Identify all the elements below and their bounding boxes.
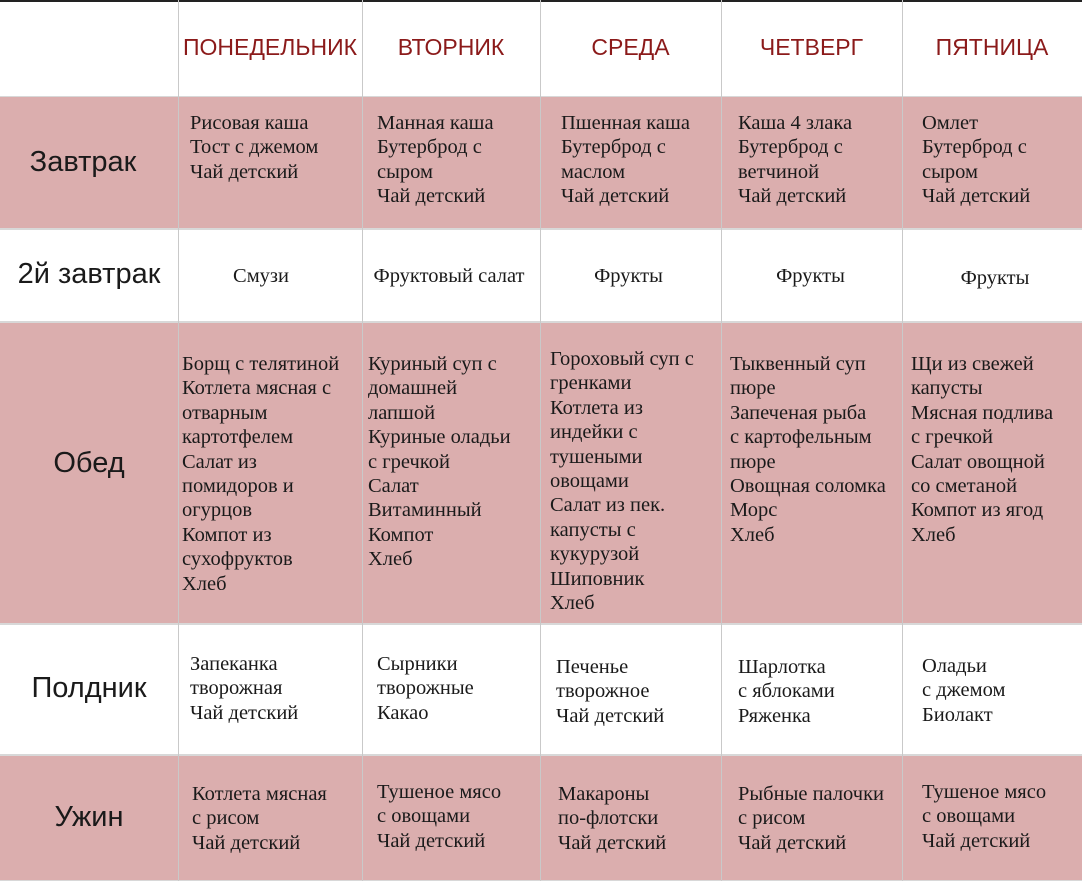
snack-wednesday: Печенье творожное Чай детский	[556, 656, 665, 727]
breakfast-wednesday: Пшенная каша Бутерброд с маслом Чай детский	[561, 112, 690, 208]
breakfast-tuesday: Манная каша Бутерброд с сыром Чай детский	[377, 112, 494, 208]
second-breakfast-tuesday: Фруктовый салат	[373, 265, 525, 287]
snack-monday: Запеканка творожная Чай детский	[190, 653, 299, 724]
day-header-wednesday: СРЕДА	[591, 34, 670, 60]
second-breakfast-friday: Фрукты	[960, 267, 1030, 289]
meal-label-dinner: Ужин	[54, 801, 124, 833]
dinner-monday: Котлета мясная с рисом Чай детский	[192, 783, 327, 854]
lunch-wednesday: Гороховый суп с гренками Котлета из индейки с тушеными овощами Салат из пек. капусты с кукурузой Шиповник Хлеб	[550, 348, 694, 615]
dinner-tuesday: Тушеное мясо с овощами Чай детский	[377, 781, 502, 852]
second-breakfast-monday: Смузи	[233, 265, 289, 287]
dinner-wednesday: Макароны по-флотски Чай детский	[558, 783, 667, 854]
meal-label-lunch: Обед	[53, 447, 125, 479]
snack-friday: Оладьи с джемом Биолакт	[922, 655, 1006, 726]
column-divider	[721, 0, 722, 881]
day-header-monday: ПОНЕДЕЛЬНИК	[182, 34, 358, 60]
column-divider	[178, 0, 179, 881]
lunch-thursday: Тыквенный суп пюре Запеченая рыба с картофельным пюре Овощная соломка Морс Хлеб	[730, 353, 886, 546]
column-divider	[902, 0, 903, 881]
day-header-thursday: ЧЕТВЕРГ	[759, 34, 864, 60]
lunch-monday: Борщ с телятиной Котлета мясная с отварным картотфелем Салат из помидоров и огурцов Компот из сухофруктов Хлеб	[182, 353, 340, 595]
second-breakfast-thursday: Фрукты	[776, 265, 845, 287]
breakfast-thursday: Каша 4 злака Бутерброд с ветчиной Чай детский	[738, 112, 853, 208]
snack-tuesday: Сырники творожные Какао	[377, 653, 474, 724]
dinner-thursday: Рыбные палочки с рисом Чай детский	[738, 783, 885, 854]
day-header-tuesday: ВТОРНИК	[397, 34, 505, 60]
top-border	[0, 0, 1082, 2]
column-divider	[540, 0, 541, 881]
meal-label-second-breakfast: 2й завтрак	[17, 258, 161, 290]
breakfast-friday: Омлет Бутерброд с сыром Чай детский	[922, 112, 1031, 208]
meal-label-snack: Полдник	[31, 672, 147, 704]
dinner-friday: Тушеное мясо с овощами Чай детский	[922, 781, 1047, 852]
lunch-friday: Щи из свежей капусты Мясная подлива с гречкой Салат овощной со сметаной Компот из ягод Хлеб	[911, 353, 1054, 546]
column-divider	[362, 0, 363, 881]
breakfast-monday: Рисовая каша Тост с джемом Чай детский	[190, 112, 319, 183]
day-header-friday: ПЯТНИЦА	[935, 34, 1049, 60]
snack-thursday: Шарлотка с яблоками Ряженка	[738, 656, 835, 727]
second-breakfast-wednesday: Фрукты	[594, 265, 663, 287]
lunch-tuesday: Куриный суп с домашней лапшой Куриные оладьи с гречкой Салат Витаминный Компот Хлеб	[368, 353, 511, 571]
meal-label-breakfast: Завтрак	[29, 146, 137, 178]
